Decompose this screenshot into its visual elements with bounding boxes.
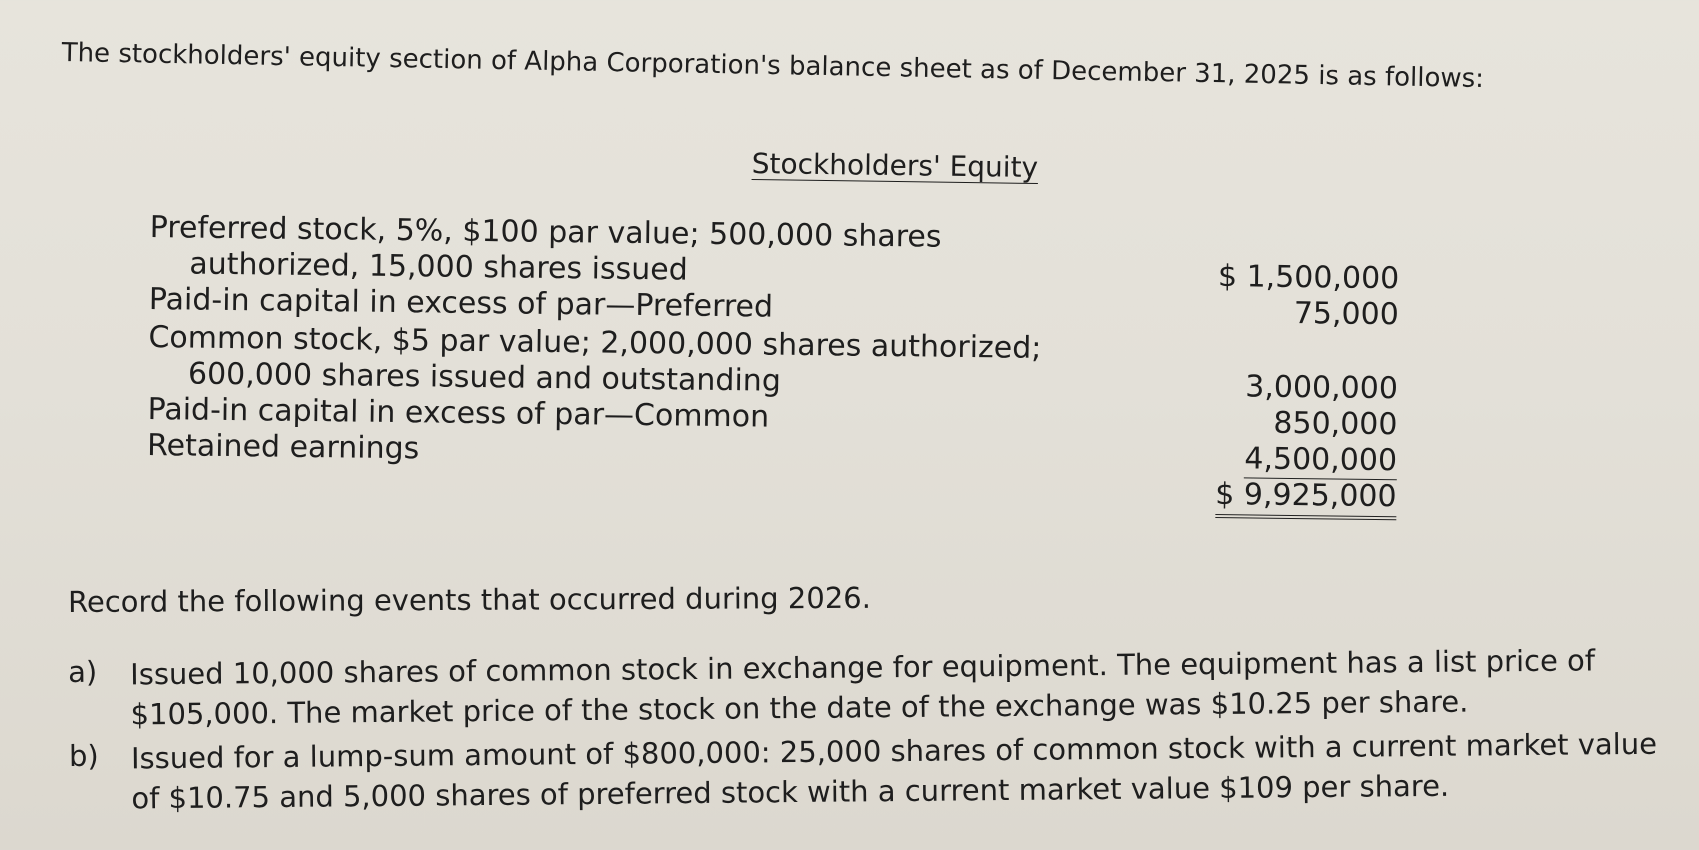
pic-common-label: Paid-in capital in excess of par—Common [147,391,770,435]
common-label-line2: 600,000 shares issued and outstanding [187,356,782,399]
pic-common-amount: 850,000 [1273,405,1398,443]
total-equity-amount: $ 9,925,000 [1196,477,1396,514]
pic-preferred-amount: 75,000 [1293,295,1400,333]
section-title: Stockholders' Equity [751,147,1039,184]
event-b-line2: of $10.75 and 5,000 shares of preferred stock with a current market value $109 per share. [131,768,1450,816]
event-a-letter: a) [68,654,98,689]
equity-table [146,210,1400,565]
intro-text: The stockholders' equity section of Alpha Corporation's balance sheet as of December 31, 2025 is as follows: [61,38,1485,95]
event-a-line1: Issued 10,000 shares of common stock in exchange for equipment. The equipment has a list price of [130,643,1596,692]
preferred-label-line1: Preferred stock, 5%, $100 par value; 500,000 shares [149,210,942,255]
common-amount: 3,000,000 [1245,369,1399,407]
retained-earnings-amount: 4,500,000 [1244,441,1398,479]
preferred-amount: $ 1,500,000 [1217,259,1400,297]
events-list [68,639,1699,823]
event-b-line1: Issued for a lump-sum amount of $800,000: 25,000 shares of common stock with a current market value [130,726,1658,776]
event-a-line2: $105,000. The market price of the stock on the date of the exchange was $10.25 per share. [130,684,1469,732]
event-b-letter: b) [68,738,99,773]
preferred-label-line2: authorized, 15,000 shares issued [189,246,688,288]
retained-earnings-label: Retained earnings [146,427,420,467]
pic-preferred-label: Paid-in capital in excess of par—Preferred [148,281,774,325]
common-label-line1: Common stock, $5 par value; 2,000,000 shares authorized; [148,319,1042,366]
event-b [69,723,1699,819]
event-a [68,639,1699,735]
record-instruction: Record the following events that occurred during 2026. [68,580,871,619]
